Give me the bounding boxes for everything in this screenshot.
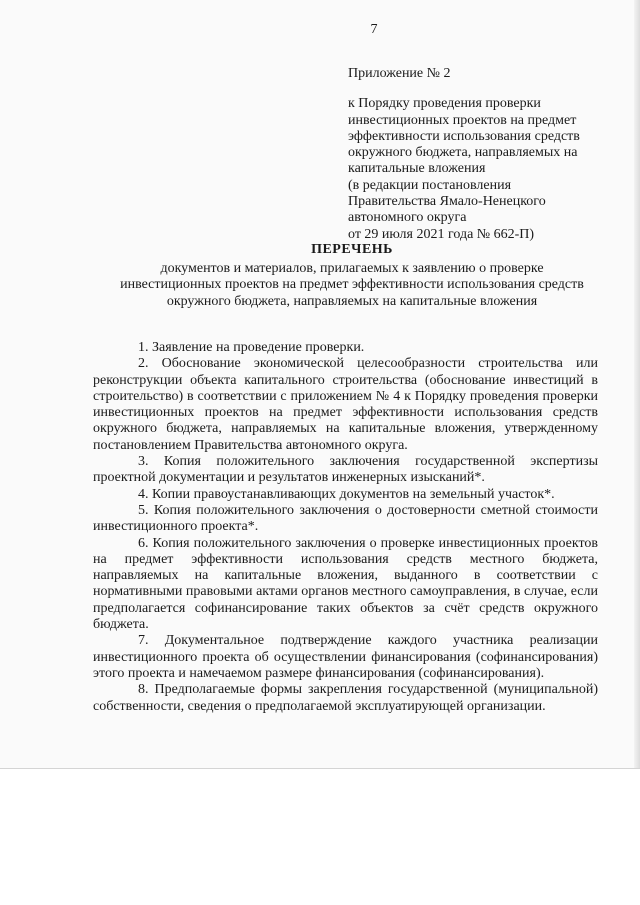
page-number: 7 bbox=[370, 22, 378, 37]
appendix-line: окружного бюджета, направляемых на bbox=[348, 145, 578, 161]
appendix-line: эффективности использования средств bbox=[348, 128, 580, 144]
appendix-line: от 29 июля 2021 года № 662-П) bbox=[348, 226, 535, 242]
appendix-line: к Порядку проведения проверки bbox=[348, 96, 541, 112]
list-item: 5. Копия положительного заключения о достоверности сметной стоимости инвестиционного проекта*. bbox=[93, 502, 598, 535]
appendix-block bbox=[348, 66, 598, 243]
list-item: 8. Предполагаемые формы закрепления государственной (муниципальной) собственности, сведения о предполагаемой эксплуатирующей организации. bbox=[93, 682, 598, 714]
list-item: 7. Документальное подтверждение каждого участника реализации инвестиционного проекта об осуществлении финансирования (софинансирования) этого проекта и намечаемом размере финансирования (софинансирования). bbox=[93, 633, 598, 681]
appendix-line: капитальные вложения bbox=[348, 161, 486, 177]
document-heading: ПЕРЕЧЕНЬ bbox=[311, 242, 393, 257]
document-title-block bbox=[92, 242, 612, 310]
document-subtitle-line: инвестиционных проектов на предмет эффективности использования средств bbox=[120, 277, 584, 292]
appendix-line: инвестиционных проектов на предмет bbox=[348, 112, 577, 128]
list-item: 3. Копия положительного заключения государственной экспертизы проектной документации и результатов инженерных изысканий*. bbox=[93, 454, 598, 486]
list-item: 1. Заявление на проведение проверки. bbox=[138, 340, 365, 355]
list-item: 4. Копии правоустанавливающих документов на земельный участок*. bbox=[138, 486, 555, 502]
appendix-line: автономного округа bbox=[348, 210, 467, 226]
appendix-line: Правительства Ямало-Ненецкого bbox=[348, 194, 546, 210]
document-body bbox=[93, 340, 598, 715]
appendix-line: (в редакции постановления bbox=[348, 177, 512, 193]
list-item: 2. Обоснование экономической целесообразности строительства или реконструкции объекта капитального строительства (обоснование инвестиций в строительство) в соответствии с приложением № 4 к Порядку проведения проверки инвестиционных проектов на предмет эффективности использования средств окружного бюджета, направляемых на капитальные вложения, утвержденному постановлением Правительства автономного округа. bbox=[93, 356, 598, 453]
appendix-title: Приложение № 2 bbox=[348, 66, 451, 81]
list-item: 6. Копия положительного заключения о проверке инвестиционных проектов на предмет эффективности использования средств местного бюджета, направляемых на капитальные вложения, выданного в соответствии с нормативными правовыми актами органов местного самоуправления, в случае, если предполагается софинансирование таких объектов за счёт средств окружного бюджета. bbox=[93, 535, 598, 633]
document-subtitle-line: документов и материалов, прилагаемых к заявлению о проверке bbox=[160, 260, 544, 276]
document-subtitle-line: окружного бюджета, направляемых на капитальные вложения bbox=[166, 293, 538, 309]
scan-edge bbox=[634, 0, 640, 768]
